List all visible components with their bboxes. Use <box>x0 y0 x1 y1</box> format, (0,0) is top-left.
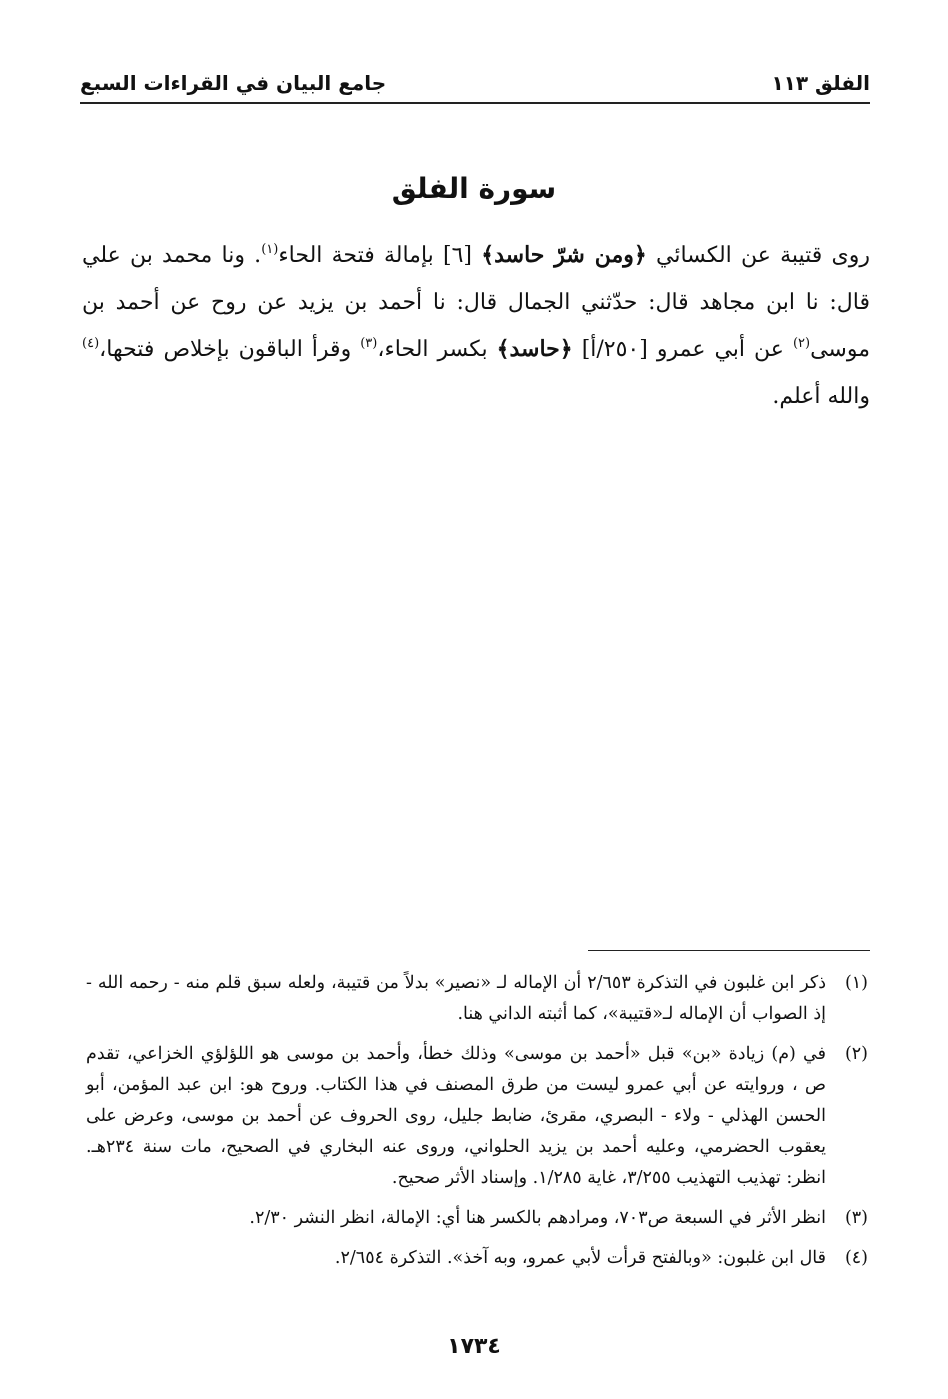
footnote-number: (١) <box>844 973 868 993</box>
footnote-ref-3[interactable]: (٣) <box>360 336 378 351</box>
footnotes <box>86 968 868 1283</box>
running-header <box>80 66 870 100</box>
footnote-text: في (م) زيادة «بن» قبل «أحمد بن موسى» وذلك خطأ، وأحمد بن موسى هو اللؤلؤي الخزاعي، تقدم ص ، وروايته عن أبي عمرو ليست من طرق المصنف في هذا الكتاب. وروح هو: ابن عبد المؤمن، أبو الحسن الهذلي - ولاء - البصري، مقرئ، ضابط جليل، روى الحروف عن أحمد بن موسى، وعرض على يعقوب الحضرمي، وعليه أحمد بن يزيد الحلواني، وروى عنه البخاري في الصحيح، مات سنة ٢٣٤هـ. انظر: تهذيب التهذيب ٣/٢٥٥، غاية ١/٢٨٥. وإسناد الأثر صحيح. <box>86 1044 826 1188</box>
footnote-text: انظر الأثر في السبعة ص٧٠٣، ومرادهم بالكسر هنا أي: الإمالة، انظر النشر ٢/٣٠. <box>249 1208 826 1228</box>
quran-quote-2: ﴿حاسد﴾ <box>496 336 573 362</box>
footnote-2 <box>86 1039 868 1194</box>
footnote-4 <box>86 1243 868 1274</box>
header-book-title: جامع البيان في القراءات السبع <box>80 71 387 95</box>
body-text-5: بكسر الحاء، <box>377 337 488 362</box>
footnote-text: ذكر ابن غلبون في التذكرة ٢/٦٥٣ أن الإماله لـ «نصير» بدلاً من قتيبة، ولعله سبق قلم منه - رحمه الله - إذ الصواب أن الإماله لـ«قتيبة»، كما أثبته الداني هنا. <box>86 973 826 1024</box>
surah-title: سورة الفلق <box>391 172 557 205</box>
page-number: ١٧٣٤ <box>447 1334 501 1359</box>
footnote-1 <box>86 968 868 1030</box>
footnote-number: (٢) <box>844 1044 868 1064</box>
body-text-3: . ونا محمد بن علي قال: نا ابن مجاهد قال: حدّثني الجمال قال: نا أحمد بن يزيد عن روح عن أحمد بن موسى <box>82 243 870 362</box>
body-text-6: وقرأ الباقون بإخلاص فتحها، <box>99 337 352 362</box>
body-text-4: عن أبي عمرو [٢٥٠/أ] <box>581 337 784 362</box>
quran-quote-1: ﴿ومن شرّ حاسد﴾ <box>481 242 647 268</box>
footnote-divider <box>588 950 870 951</box>
header-divider <box>80 102 870 104</box>
body-text-2: [٦] بإمالة فتحة الحاء <box>278 243 473 268</box>
footnote-number: (٤) <box>844 1248 868 1268</box>
footnote-ref-4[interactable]: (٤) <box>82 336 100 351</box>
footnote-ref-1[interactable]: (١) <box>261 242 279 257</box>
footnote-ref-2[interactable]: (٢) <box>792 336 811 351</box>
header-surah-page: الفلق ١١٣ <box>771 71 870 95</box>
main-paragraph <box>82 232 870 420</box>
body-text-1: روى قتيبة عن الكسائي <box>656 243 870 268</box>
footnote-number: (٣) <box>844 1208 868 1228</box>
footnote-text: قال ابن غلبون: «وبالفتح قرأت لأبي عمرو، وبه آخذ». التذكرة ٢/٦٥٤. <box>334 1248 826 1268</box>
footnote-3 <box>86 1203 868 1234</box>
body-text-7: والله أعلم. <box>772 384 870 409</box>
